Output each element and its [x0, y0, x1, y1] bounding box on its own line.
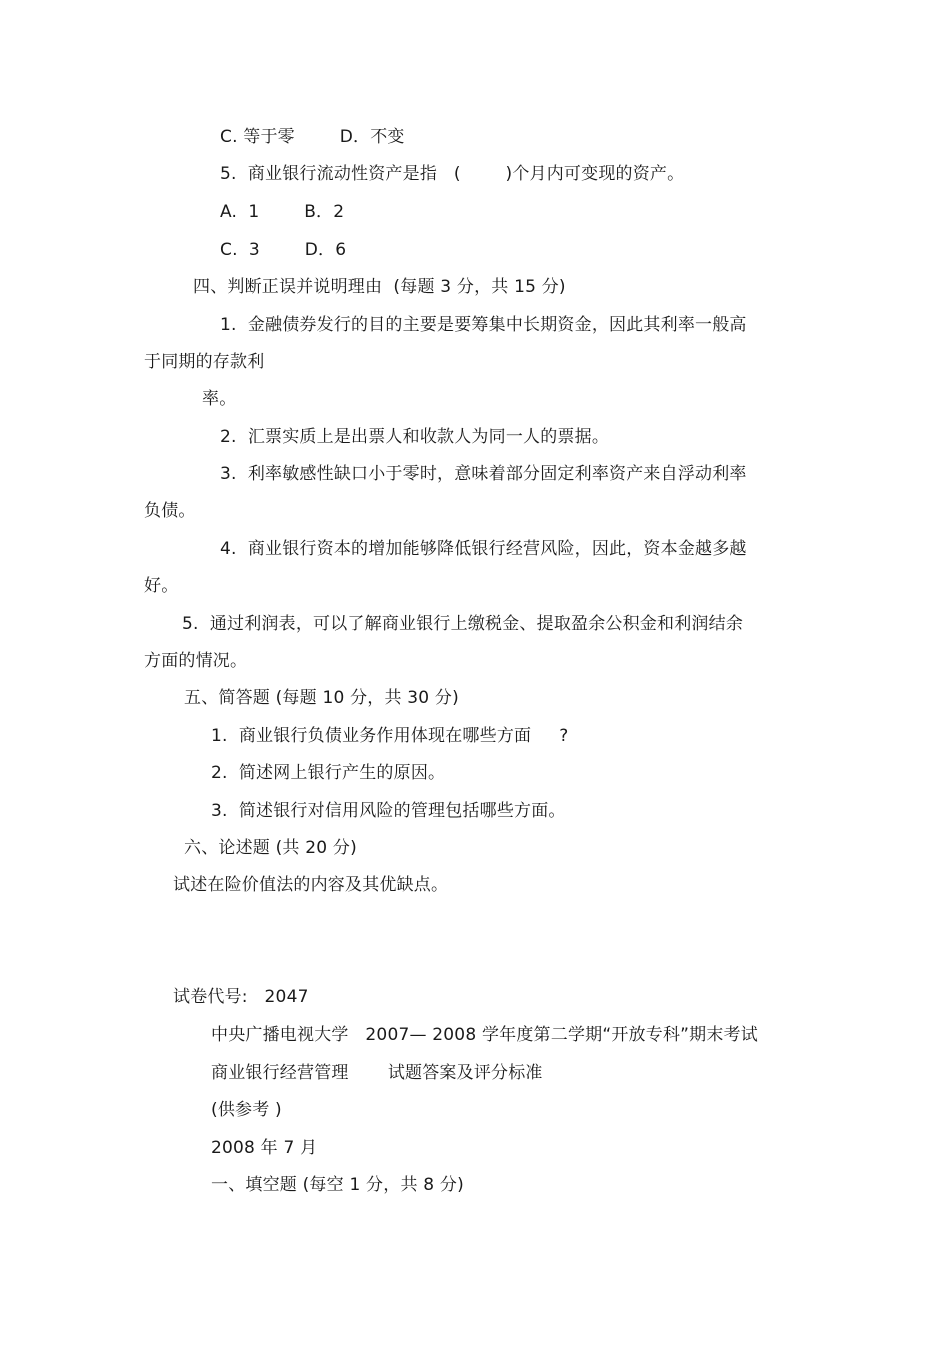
section-6-heading: 六、论述题 (共 20 分)	[184, 838, 357, 858]
section-4-item-4-line-1: 4. 商业银行资本的增加能够降低银行经营风险，因此，资本金越多越	[220, 539, 747, 559]
paper-code: 试卷代号: 2047	[173, 987, 309, 1007]
section-4-item-1-line-2: 于同期的存款利	[144, 352, 265, 372]
section-6-question: 试述在险价值法的内容及其优缺点。	[173, 875, 449, 895]
question-5-options-c-d: C. 3 D．6	[220, 240, 347, 260]
section-4-item-3-line-2: 负债。	[144, 501, 196, 521]
section-4-item-5-line-2: 方面的情况。	[144, 651, 248, 671]
section-4-heading: 四、判断正误并说明理由 (每题 3 分，共 15 分)	[193, 277, 566, 297]
section-4-item-3-line-1: 3. 利率敏感性缺口小于零时，意味着部分固定利率资产来自浮动利率	[220, 464, 747, 484]
exam-date: 2008 年 7 月	[211, 1138, 318, 1158]
section-4-item-1-line-3: 率。	[202, 389, 237, 409]
section-5-item-3: 3. 简述银行对信用风险的管理包括哪些方面。	[211, 801, 566, 821]
reference-note: (供参考 )	[211, 1100, 282, 1120]
section-4-item-4-line-2: 好。	[144, 576, 179, 596]
section-5-item-2: 2. 简述网上银行产生的原因。	[211, 763, 446, 783]
course-answer-title: 商业银行经营管理 试题答案及评分标准	[211, 1063, 543, 1083]
section-5-item-1: 1. 商业银行负债业务作用体现在哪些方面 ?	[211, 726, 569, 746]
question-5-text: 5. 商业银行流动性资产是指 ( )个月内可变现的资产。	[220, 164, 685, 184]
university-exam-title: 中央广播电视大学 2007— 2008 学年度第二学期“开放专科”期末考试	[211, 1025, 758, 1045]
section-5-heading: 五、简答题 (每题 10 分，共 30 分)	[184, 688, 459, 708]
section-4-item-2: 2. 汇票实质上是出票人和收款人为同一人的票据。	[220, 427, 610, 447]
question-4-options-c-d: C. 等于零 D．不变	[220, 127, 405, 147]
answer-section-1-heading: 一、填空题 (每空 1 分，共 8 分)	[211, 1175, 464, 1195]
section-4-item-1-line-1: 1. 金融债券发行的目的主要是要筹集中长期资金，因此其利率一般高	[220, 315, 747, 335]
section-4-item-5-line-1: 5. 通过利润表，可以了解商业银行上缴税金、提取盈余公积金和利润结余	[182, 614, 744, 634]
question-5-options-a-b: A. 1 B．2	[220, 202, 345, 222]
